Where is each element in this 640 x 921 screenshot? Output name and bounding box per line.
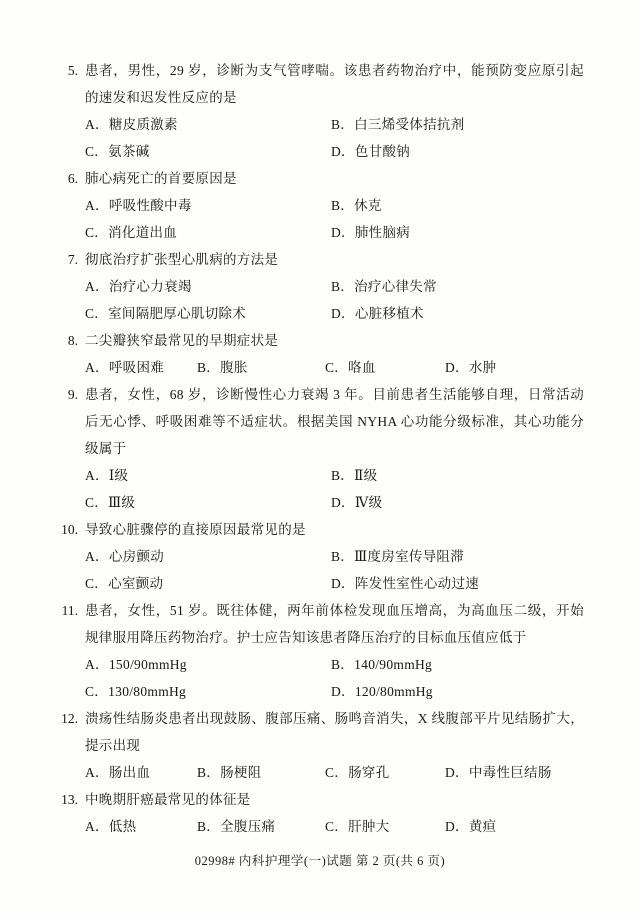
option: C．130/80mmHg — [85, 684, 187, 699]
option-grid — [85, 813, 584, 840]
option: A．糖皮质激素 — [85, 117, 178, 132]
option-grid — [85, 111, 584, 165]
option: A．呼吸性酸中毒 — [85, 198, 192, 213]
question-body — [85, 246, 584, 327]
option: C．氨茶碱 — [85, 144, 150, 159]
question-body — [85, 597, 584, 705]
option-grid — [85, 462, 584, 516]
question-stem: 患者，女性，51 岁。既往体健，两年前体检发现血压增高，为高血压二级，开始规律服用降压药物治疗。护士应告知该患者降压治疗的目标血压值应低于 — [85, 603, 584, 645]
question-number: 6. — [67, 171, 78, 186]
question-number: 13. — [61, 792, 78, 807]
option: B．白三烯受体拮抗剂 — [331, 117, 465, 132]
question-body — [85, 516, 584, 597]
question-number: 8. — [67, 333, 78, 348]
option: C．心室颤动 — [85, 576, 164, 591]
question-stem: 溃疡性结肠炎患者出现鼓肠、腹部压痛、肠鸣音消失，X 线腹部平片见结肠扩大，提示出现 — [85, 711, 584, 753]
question-stem: 导致心脏骤停的直接原因最常见的是 — [85, 522, 306, 537]
page-footer: 02998# 内科护理学(一)试题 第 2 页(共 6 页) — [194, 854, 446, 868]
question-stem: 彻底治疗扩张型心肌病的方法是 — [85, 252, 279, 267]
option: C．消化道出血 — [85, 225, 178, 240]
question-number: 12. — [61, 711, 78, 726]
option-grid — [85, 651, 584, 705]
question-body — [85, 327, 584, 381]
option: D．肺性脑病 — [331, 225, 411, 240]
question — [52, 516, 584, 597]
option: A．150/90mmHg — [85, 657, 187, 672]
option: D．黄疸 — [445, 819, 497, 834]
option: D．心脏移植术 — [331, 306, 424, 321]
question — [52, 327, 584, 381]
option-grid — [85, 759, 584, 786]
question-number: 9. — [67, 387, 78, 402]
question-number: 5. — [67, 63, 78, 78]
question — [52, 786, 584, 840]
option: A．心房颤动 — [85, 549, 165, 564]
option: C．咯血 — [325, 360, 376, 375]
option: B．140/90mmHg — [331, 657, 433, 672]
question-body — [85, 705, 584, 786]
question-body — [85, 57, 584, 165]
option: D．阵发性室性心动过速 — [331, 576, 480, 591]
option: B．腹胀 — [197, 360, 248, 375]
option-grid — [85, 543, 584, 597]
question-body — [85, 381, 584, 516]
question — [52, 57, 584, 165]
option: C．肝肿大 — [325, 819, 390, 834]
question-stem: 患者，男性，29 岁，诊断为支气管哮喘。该患者药物治疗中，能预防变应原引起的速发和迟发性反应的是 — [85, 63, 584, 105]
question-number: 11. — [61, 603, 78, 618]
option: A．低热 — [85, 819, 137, 834]
option: D．120/80mmHg — [331, 684, 433, 699]
question — [52, 381, 584, 516]
option: B．肠梗阻 — [197, 765, 262, 780]
question-stem: 中晚期肝癌最常见的体征是 — [85, 792, 251, 807]
question-body — [85, 786, 584, 840]
option: D．Ⅳ级 — [331, 495, 383, 510]
option: B．治疗心律失常 — [331, 279, 437, 294]
question — [52, 705, 584, 786]
option-grid — [85, 192, 584, 246]
question — [52, 597, 584, 705]
option: A．肠出血 — [85, 765, 151, 780]
question-list — [52, 57, 584, 840]
question-number: 10. — [61, 522, 78, 537]
option: D．水肿 — [445, 360, 497, 375]
option: B．Ⅱ级 — [331, 468, 378, 483]
question-stem: 患者，女性，68 岁，诊断慢性心力衰竭 3 年。目前患者生活能够自理，日常活动后无心悸、呼吸困难等不适症状。根据美国 NYHA 心功能分级标准，其心功能分级属于 — [85, 387, 584, 456]
option: C．Ⅲ级 — [85, 495, 136, 510]
option: C．室间隔肥厚心肌切除术 — [85, 306, 247, 321]
option: D．中毒性巨结肠 — [445, 765, 552, 780]
question — [52, 165, 584, 246]
option: D．色甘酸钠 — [331, 144, 411, 159]
option: A．呼吸困难 — [85, 360, 165, 375]
question — [52, 246, 584, 327]
option: A．Ⅰ级 — [85, 468, 129, 483]
option-grid — [85, 273, 584, 327]
option: C．肠穿孔 — [325, 765, 390, 780]
question-body — [85, 165, 584, 246]
option: A．治疗心力衰竭 — [85, 279, 192, 294]
option: B．Ⅲ度房室传导阻滞 — [331, 549, 465, 564]
question-stem: 二尖瓣狭窄最常见的早期症状是 — [85, 333, 279, 348]
question-number: 7. — [67, 252, 78, 267]
option-grid — [85, 354, 584, 381]
question-stem: 肺心病死亡的首要原因是 — [85, 171, 237, 186]
option: B．全腹压痛 — [197, 819, 276, 834]
option: B．休克 — [331, 198, 382, 213]
